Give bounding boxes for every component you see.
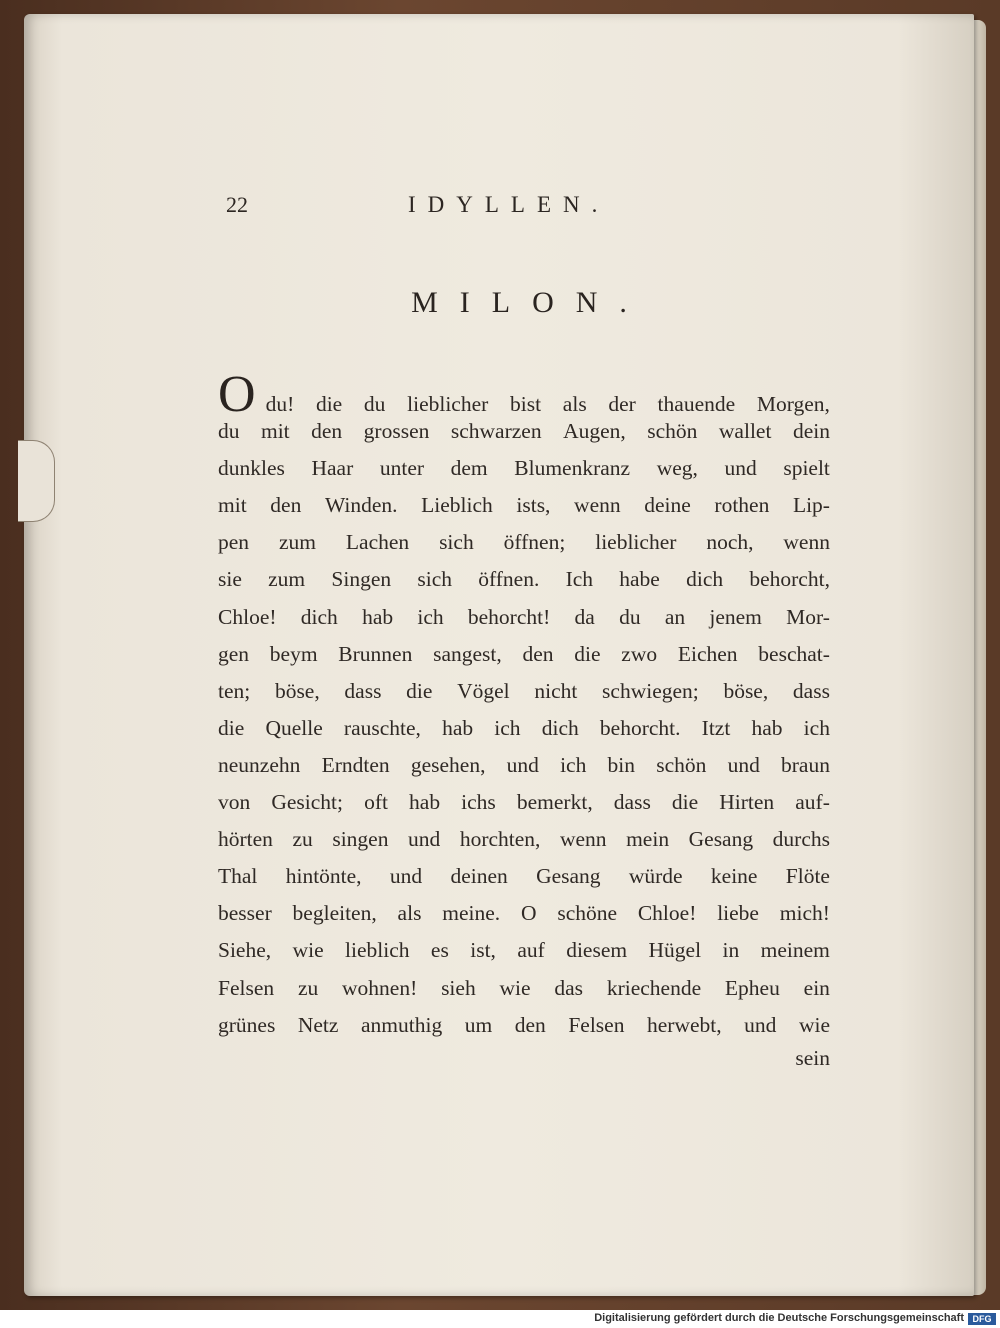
word: ten; xyxy=(218,678,251,703)
word: hintönte, xyxy=(285,864,362,889)
word: dass xyxy=(613,790,651,815)
body-text xyxy=(218,366,830,1044)
word: diesem xyxy=(566,938,628,963)
word: beym xyxy=(269,641,318,666)
word: Quelle xyxy=(265,715,323,740)
word: das xyxy=(554,975,584,1000)
word: Gesang xyxy=(536,864,601,889)
word: hab xyxy=(442,715,474,740)
text-line xyxy=(218,1007,830,1044)
word: dunkles xyxy=(218,456,285,481)
word: öffnen; xyxy=(503,530,566,555)
word: thauende xyxy=(657,392,736,416)
word: Erndten xyxy=(321,752,390,777)
word: zwo xyxy=(621,641,658,666)
word: noch, xyxy=(706,530,754,555)
word: in xyxy=(722,938,740,963)
word: du xyxy=(619,604,641,629)
running-title: IDYLLEN. xyxy=(408,192,610,217)
word: sieh xyxy=(441,975,476,1000)
word: gen xyxy=(218,641,250,666)
word: durchs xyxy=(772,827,830,852)
word: dass xyxy=(792,678,830,703)
word: deine xyxy=(644,493,691,518)
word: sie xyxy=(218,567,242,592)
word: der xyxy=(608,392,636,416)
text-line xyxy=(218,673,830,710)
word: pen xyxy=(218,530,250,555)
word: bin xyxy=(607,752,636,777)
word: die xyxy=(315,392,343,416)
word: ein xyxy=(803,975,830,1000)
word: von xyxy=(218,790,251,815)
word: bemerkt, xyxy=(516,790,593,815)
word: Hügel xyxy=(648,938,702,963)
word: lieblich xyxy=(345,938,410,963)
word: öffnen. xyxy=(478,567,540,592)
word: wenn xyxy=(783,530,830,555)
word: zu xyxy=(292,827,313,852)
word: die xyxy=(406,678,433,703)
word: als xyxy=(562,392,587,416)
word: jenem xyxy=(709,604,762,629)
word: die xyxy=(574,641,601,666)
text-line xyxy=(218,784,830,821)
word: es xyxy=(430,938,449,963)
word: mein xyxy=(626,827,670,852)
word: sich xyxy=(417,567,452,592)
word: Gesicht; xyxy=(271,790,343,815)
word: da xyxy=(574,604,595,629)
page-number: 22 xyxy=(226,192,248,217)
word: Felsen xyxy=(568,1012,625,1037)
word: den xyxy=(270,493,302,518)
word: sangest, xyxy=(433,641,502,666)
word: wie xyxy=(499,975,531,1000)
text-line xyxy=(218,599,830,636)
word: lieblicher xyxy=(595,530,677,555)
word: mit xyxy=(260,419,290,444)
word: du xyxy=(218,419,240,444)
word: rauschte, xyxy=(343,715,421,740)
word: Netz xyxy=(297,1012,339,1037)
word: deinen xyxy=(450,864,508,889)
word: wenn xyxy=(559,827,607,852)
text-line xyxy=(218,747,830,784)
word: ich xyxy=(417,604,444,629)
word: keine xyxy=(710,864,758,889)
word: hab xyxy=(409,790,441,815)
word: weg, xyxy=(656,456,698,481)
word: Augen, xyxy=(563,419,626,444)
word: bist xyxy=(510,392,542,416)
footer-credit: Digitalisierung gefördert durch die Deutsche Forschungsgemeinschaft xyxy=(594,1312,964,1324)
word: ich xyxy=(803,715,830,740)
word: anmuthig xyxy=(360,1012,443,1037)
word: singen xyxy=(332,827,389,852)
word: dich xyxy=(300,604,338,629)
word: hab xyxy=(362,604,394,629)
word: lieblicher xyxy=(407,392,489,416)
word: meinem xyxy=(760,938,830,963)
word: schwarzen xyxy=(450,419,542,444)
word: wallet xyxy=(718,419,772,444)
word: den xyxy=(514,1012,546,1037)
word: horchten, xyxy=(459,827,541,852)
word: Felsen xyxy=(218,975,275,1000)
word: Itzt xyxy=(701,715,731,740)
word: ichs xyxy=(461,790,496,815)
word: Mor- xyxy=(786,604,830,629)
text-line xyxy=(218,561,830,598)
text-line xyxy=(218,932,830,969)
word: unter xyxy=(379,456,425,481)
word: zum xyxy=(278,530,316,555)
page-tab xyxy=(18,440,55,522)
word: dich xyxy=(541,715,579,740)
word: Haar xyxy=(311,456,354,481)
word: wie xyxy=(798,1012,830,1037)
text-line xyxy=(218,524,830,561)
word: gesehen, xyxy=(410,752,486,777)
word: Siehe, xyxy=(218,938,272,963)
word: herwebt, xyxy=(647,1012,722,1037)
word: Chloe! xyxy=(637,901,697,926)
word: Lip- xyxy=(792,493,830,518)
word: auf xyxy=(517,938,545,963)
word: behorcht! xyxy=(467,604,551,629)
text-line xyxy=(218,895,830,932)
word: als xyxy=(397,901,422,926)
word: den xyxy=(522,641,554,666)
word: Morgen, xyxy=(756,392,830,416)
word: böse, xyxy=(723,678,769,703)
word: Brunnen xyxy=(338,641,413,666)
word: sich xyxy=(439,530,474,555)
word: Ich xyxy=(565,567,594,592)
chapter-title: MILON. xyxy=(411,286,649,319)
word: besser xyxy=(218,901,272,926)
word: schön xyxy=(656,752,707,777)
word: schwiegen; xyxy=(602,678,699,703)
word: die xyxy=(218,715,245,740)
word: schöne xyxy=(557,901,618,926)
word: dem xyxy=(450,456,488,481)
word: Singen xyxy=(331,567,392,592)
word: Gesang xyxy=(688,827,754,852)
word: liebe xyxy=(717,901,759,926)
text-line-first xyxy=(218,366,830,423)
word: und xyxy=(727,752,760,777)
word: nicht xyxy=(534,678,578,703)
word: Chloe! xyxy=(218,604,277,629)
word: meine. xyxy=(442,901,501,926)
word: ist, xyxy=(470,938,496,963)
word: spielt xyxy=(783,456,830,481)
word: die xyxy=(671,790,699,815)
word: würde xyxy=(628,864,683,889)
word: Winden. xyxy=(324,493,398,518)
word: oft xyxy=(364,790,388,815)
text-line xyxy=(218,636,830,673)
running-head xyxy=(0,192,1000,226)
word: kriechende xyxy=(606,975,702,1000)
word: und xyxy=(408,827,441,852)
text-line xyxy=(218,710,830,747)
word: mich! xyxy=(779,901,830,926)
word: dein xyxy=(792,419,830,444)
word: du! xyxy=(265,392,295,416)
word: grünes xyxy=(218,1012,276,1037)
word: und xyxy=(389,864,423,889)
word: ich xyxy=(494,715,521,740)
word: hab xyxy=(751,715,783,740)
word: Thal xyxy=(218,864,258,889)
word: ich xyxy=(560,752,587,777)
word: und xyxy=(506,752,539,777)
word: Eichen xyxy=(677,641,738,666)
word: hörten xyxy=(218,827,273,852)
word: neunzehn xyxy=(218,752,301,777)
word: und xyxy=(744,1012,777,1037)
word: du xyxy=(363,392,386,416)
word: Flöte xyxy=(785,864,830,889)
word: ists, xyxy=(516,493,551,518)
word: zu xyxy=(297,975,319,1000)
word: dich xyxy=(686,567,724,592)
word: und xyxy=(724,456,757,481)
footer-bar xyxy=(0,1310,1000,1328)
word: braun xyxy=(781,752,830,777)
dfg-logo: DFG xyxy=(968,1313,996,1325)
word: habe xyxy=(619,567,660,592)
catchword: sein xyxy=(795,1046,830,1070)
word: auf- xyxy=(795,790,830,815)
word: wie xyxy=(292,938,324,963)
word: beschat- xyxy=(758,641,830,666)
text-line xyxy=(218,970,830,1007)
text-line xyxy=(218,450,830,487)
word: Vögel xyxy=(457,678,510,703)
word: Blumenkranz xyxy=(514,456,631,481)
word: O xyxy=(520,901,537,926)
word: rothen xyxy=(714,493,770,518)
word: grossen xyxy=(363,419,430,444)
word: Lieblich xyxy=(421,493,493,518)
text-line xyxy=(218,821,830,858)
word: Epheu xyxy=(724,975,780,1000)
word: um xyxy=(464,1012,493,1037)
word: Hirten xyxy=(719,790,775,815)
word: behorcht. xyxy=(599,715,681,740)
word: an xyxy=(664,604,686,629)
text-line xyxy=(218,487,830,524)
word: dass xyxy=(344,678,382,703)
word: behorcht, xyxy=(749,567,830,592)
word: schön xyxy=(647,419,698,444)
text-line xyxy=(218,858,830,895)
word: Lachen xyxy=(345,530,410,555)
word: zum xyxy=(268,567,306,592)
word: den xyxy=(311,419,343,444)
word: mit xyxy=(218,493,247,518)
word: wenn xyxy=(574,493,621,518)
word: begleiten, xyxy=(292,901,377,926)
word: wohnen! xyxy=(342,975,418,1000)
word: böse, xyxy=(274,678,320,703)
drop-cap: O xyxy=(218,366,256,423)
